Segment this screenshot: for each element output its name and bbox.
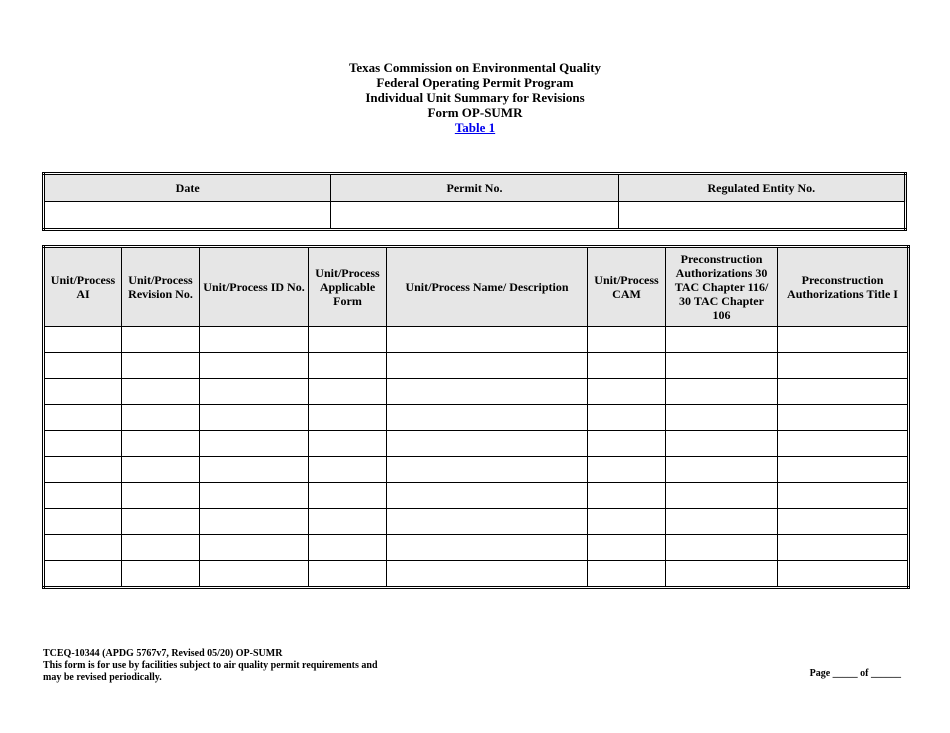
table-cell[interactable] <box>666 457 778 483</box>
permit-info-table <box>42 172 907 231</box>
table-cell[interactable] <box>200 405 309 431</box>
table-cell[interactable] <box>44 535 122 561</box>
table-cell[interactable] <box>666 535 778 561</box>
unit-process-revision-no-header: Unit/Process Revision No. <box>122 247 200 327</box>
table-cell[interactable] <box>387 431 588 457</box>
unit-process-applicable-form-header: Unit/Process Applicable Form <box>309 247 387 327</box>
table-cell[interactable] <box>122 431 200 457</box>
table-cell[interactable] <box>666 353 778 379</box>
table-cell[interactable] <box>122 535 200 561</box>
table-cell[interactable] <box>44 431 122 457</box>
table-cell[interactable] <box>122 483 200 509</box>
table-cell[interactable] <box>666 561 778 588</box>
preconstruction-auth-chapter-116-header: Preconstruction Authorizations 30 TAC Chapter 116/ 30 TAC Chapter 106 <box>666 247 778 327</box>
table-cell[interactable] <box>122 509 200 535</box>
table-cell[interactable] <box>778 561 909 588</box>
table-cell[interactable] <box>387 483 588 509</box>
footer-note-line-2: may be revised periodically. <box>43 672 162 683</box>
table-cell[interactable] <box>666 509 778 535</box>
table-cell[interactable] <box>309 353 387 379</box>
table-cell[interactable] <box>200 535 309 561</box>
table-cell[interactable] <box>588 509 666 535</box>
table-row <box>44 457 909 483</box>
table-cell[interactable] <box>200 509 309 535</box>
permit-no-header: Permit No. <box>331 174 618 202</box>
table-cell[interactable] <box>588 431 666 457</box>
table-cell[interactable] <box>122 379 200 405</box>
table-cell[interactable] <box>309 535 387 561</box>
table-cell[interactable] <box>778 353 909 379</box>
table-row <box>44 535 909 561</box>
table-cell[interactable] <box>44 561 122 588</box>
table-cell[interactable] <box>778 327 909 353</box>
table-1-link[interactable]: Table 1 <box>454 120 496 135</box>
table-cell[interactable] <box>588 535 666 561</box>
table-cell[interactable] <box>44 379 122 405</box>
table-cell[interactable] <box>200 431 309 457</box>
unit-process-cam-header: Unit/Process CAM <box>588 247 666 327</box>
table-cell[interactable] <box>778 379 909 405</box>
table-row <box>44 561 909 588</box>
table-cell[interactable] <box>387 379 588 405</box>
table-cell[interactable] <box>200 483 309 509</box>
table-cell[interactable] <box>778 405 909 431</box>
table-cell[interactable] <box>200 457 309 483</box>
table-cell[interactable] <box>122 457 200 483</box>
regulated-entity-no-header: Regulated Entity No. <box>618 174 905 202</box>
table-row <box>44 431 909 457</box>
table-cell[interactable] <box>44 457 122 483</box>
table-cell[interactable] <box>309 431 387 457</box>
table-cell[interactable] <box>588 457 666 483</box>
table-cell[interactable] <box>309 457 387 483</box>
form-id: TCEQ-10344 (APDG 5767v7, Revised 05/20) OP-SUMR <box>43 648 283 659</box>
table-cell[interactable] <box>778 483 909 509</box>
form-subtitle: Individual Unit Summary for Revisions <box>365 90 585 105</box>
form-number: Form OP-SUMR <box>427 105 523 120</box>
table-cell[interactable] <box>778 431 909 457</box>
table-cell[interactable] <box>122 353 200 379</box>
table-cell[interactable] <box>387 509 588 535</box>
page-number: Page _____ of ______ <box>809 668 901 679</box>
table-cell[interactable] <box>44 483 122 509</box>
table-cell[interactable] <box>44 509 122 535</box>
table-cell[interactable] <box>778 535 909 561</box>
table-cell[interactable] <box>44 327 122 353</box>
table-cell[interactable] <box>387 457 588 483</box>
table-cell[interactable] <box>387 535 588 561</box>
unit-process-ai-header: Unit/Process AI <box>44 247 122 327</box>
table-cell[interactable] <box>666 379 778 405</box>
table-cell[interactable] <box>122 327 200 353</box>
date-field[interactable] <box>44 202 331 230</box>
table-cell[interactable] <box>588 379 666 405</box>
table-cell[interactable] <box>309 561 387 588</box>
unit-process-name-description-header: Unit/Process Name/ Description <box>387 247 588 327</box>
table-cell[interactable] <box>778 457 909 483</box>
unit-summary-table <box>42 245 910 589</box>
table-cell[interactable] <box>778 509 909 535</box>
table-cell[interactable] <box>309 483 387 509</box>
table-cell[interactable] <box>588 405 666 431</box>
table-cell[interactable] <box>309 379 387 405</box>
unit-table-body <box>44 327 909 588</box>
footer-note-line-1: This form is for use by facilities subject to air quality permit requirements and <box>43 660 378 671</box>
table-cell[interactable] <box>588 327 666 353</box>
table-cell[interactable] <box>666 483 778 509</box>
agency-name: Texas Commission on Environmental Quality <box>348 60 602 75</box>
table-cell[interactable] <box>200 353 309 379</box>
program-name: Federal Operating Permit Program <box>376 75 574 90</box>
table-row <box>44 483 909 509</box>
table-cell[interactable] <box>387 353 588 379</box>
permit-no-field[interactable] <box>331 202 618 230</box>
table-row <box>44 379 909 405</box>
table-cell[interactable] <box>200 561 309 588</box>
table-cell[interactable] <box>309 509 387 535</box>
table-cell[interactable] <box>200 327 309 353</box>
table-cell[interactable] <box>588 483 666 509</box>
table-cell[interactable] <box>666 327 778 353</box>
table-cell[interactable] <box>588 353 666 379</box>
table-row <box>44 405 909 431</box>
table-cell[interactable] <box>44 353 122 379</box>
table-cell[interactable] <box>387 405 588 431</box>
preconstruction-auth-title-i-header: Preconstruction Authorizations Title I <box>778 247 909 327</box>
table-cell[interactable] <box>666 405 778 431</box>
table-cell[interactable] <box>387 561 588 588</box>
table-row <box>44 509 909 535</box>
regulated-entity-no-field[interactable] <box>618 202 905 230</box>
table-cell[interactable] <box>122 561 200 588</box>
table-cell[interactable] <box>588 561 666 588</box>
table-cell[interactable] <box>309 327 387 353</box>
table-cell[interactable] <box>122 405 200 431</box>
date-header: Date <box>44 174 331 202</box>
unit-process-id-no-header: Unit/Process ID No. <box>200 247 309 327</box>
table-cell[interactable] <box>44 405 122 431</box>
table-cell[interactable] <box>309 405 387 431</box>
table-cell[interactable] <box>200 379 309 405</box>
form-header <box>0 60 950 135</box>
table-cell[interactable] <box>666 431 778 457</box>
table-row <box>44 327 909 353</box>
table-row <box>44 353 909 379</box>
table-cell[interactable] <box>387 327 588 353</box>
form-footer <box>43 648 378 684</box>
